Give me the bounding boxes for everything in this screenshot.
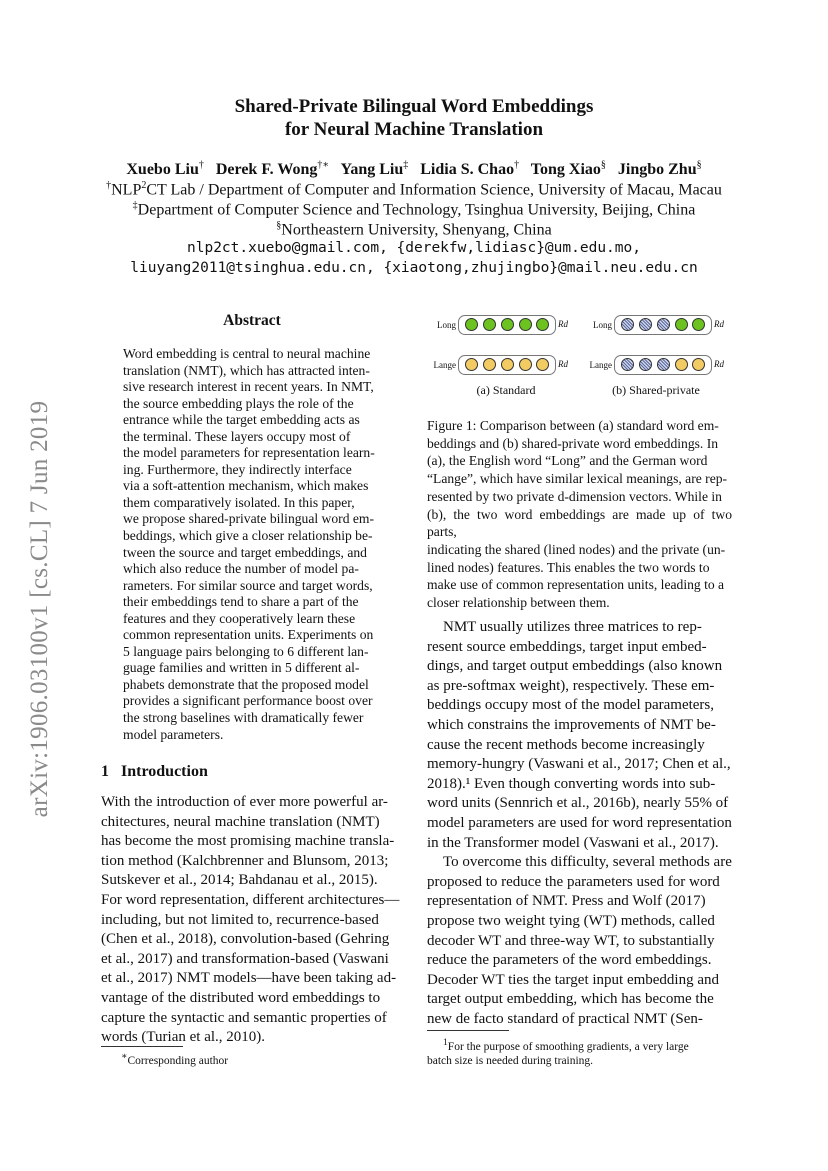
abstract-line: beddings, which give a closer relationship be- (123, 528, 373, 544)
body-line: NMT usually utilizes three matrices to rep- (443, 619, 702, 635)
right-column-body (427, 618, 732, 1029)
figure-b-rd-long: Rd (714, 319, 724, 329)
figure-b-label-lange: Lange (589, 360, 612, 370)
abstract-line: the source embedding plays the role of the (123, 395, 354, 411)
paper-title-line-1: Shared-Private Bilingual Word Embeddings (234, 96, 594, 117)
author-3: Yang Liu‡ (340, 160, 409, 179)
private-node (675, 318, 688, 331)
embedding-node (519, 318, 532, 331)
body-line: which constrains the improvements of NMT be- (427, 716, 716, 733)
body-line: word units (Sennrich et al., 2016b), nearly 55% of (427, 795, 729, 812)
caption-line: (b), the two word embeddings are made up of two parts, (427, 506, 732, 540)
abstract-line: 5 language pairs belonging to 6 different lan- (123, 643, 369, 659)
figure-b-vector-long (614, 315, 712, 335)
abstract-line: rameters. For similar source and target words, (123, 577, 373, 593)
affiliation-neu: §Northeastern University, Shenyang, China (276, 220, 552, 239)
shared-node (657, 358, 670, 371)
figure-b-rd-lange: Rd (714, 359, 724, 369)
abstract-line: common representation units. Experiments on (123, 627, 374, 643)
abstract-line: tween the source and target embeddings, and (123, 544, 367, 560)
abstract-line: entrance while the target embedding acts as (123, 412, 360, 428)
abstract-line: the terminal. These layers occupy most of (123, 428, 351, 444)
figure-a-rd-long: Rd (558, 319, 568, 329)
arxiv-id-text: arXiv:1906.03100v1 [cs.CL] 7 Jun 2019 (26, 400, 53, 818)
body-line: new de facto standard of practical NMT (Sen- (427, 1010, 703, 1027)
body-line: beddings occupy most of the model parameters, (427, 697, 715, 714)
body-line: as pre-softmax weight), respectively. These em- (427, 677, 715, 694)
embedding-node (519, 358, 532, 371)
embedding-node (465, 358, 478, 371)
email-line-2: liuyang2011@tsinghua.edu.cn, {xiaotong,zhujingbo}@mail.neu.edu.cn (130, 260, 698, 276)
body-line: target output embedding, which has become the (427, 991, 714, 1008)
body-line: reduce the parameters of the word embeddings. (427, 952, 712, 969)
introduction-body (101, 793, 404, 1048)
figure-a-vector-long (458, 315, 556, 335)
footnote-line: $^1$For the purpose of smoothing gradients, a very large (443, 1037, 689, 1053)
shared-node (639, 318, 652, 331)
figure-a-label-long: Long (437, 320, 456, 330)
body-line: Decoder WT ties the target input embedding and (427, 971, 720, 988)
body-line: proposed to reduce the parameters used for word (427, 873, 720, 890)
body-line: resent source embeddings, target input embed- (427, 638, 707, 655)
figure-subcaption-b: (b) Shared-private (612, 383, 700, 397)
embedding-node (483, 318, 496, 331)
section-heading-introduction: 1 Introduction (101, 763, 208, 780)
author-list (0, 160, 828, 179)
author-2: Derek F. Wong†∗ (215, 160, 330, 179)
intro-line: words (Turian et al., 2010). (101, 1029, 266, 1046)
embedding-node (536, 358, 549, 371)
private-node (692, 358, 705, 371)
body-line: cause the recent methods become increasingly (427, 736, 705, 753)
intro-line: vantage of the distributed word embeddings to (101, 989, 381, 1006)
abstract-line: we propose shared-private bilingual word em- (123, 511, 375, 527)
abstract-line: model parameters. (123, 726, 224, 742)
intro-line: For word representation, different architectures— (101, 891, 400, 908)
private-node (692, 318, 705, 331)
caption-line: (a), the English word “Long” and the German word (427, 453, 708, 469)
caption-line: lined nodes) features. This enables the two words to (427, 559, 710, 575)
author-1: Xuebo Liu† (126, 160, 204, 179)
figure-b-vector-lange (614, 355, 712, 375)
author-4: Lidia S. Chao† (420, 160, 520, 179)
shared-node (621, 318, 634, 331)
body-line: propose two weight tying (WT) methods, called (427, 912, 715, 929)
abstract-line: ing. Furthermore, they indirectly interface (123, 461, 352, 477)
caption-line: make use of common representation units, leading to a (427, 577, 725, 593)
abstract-line: guage families and written in 5 different al- (123, 660, 360, 676)
footnote-rule-right (427, 1030, 509, 1031)
body-line: decoder WT and three-way WT, to substantially (427, 932, 715, 949)
caption-line: indicating the shared (lined nodes) and the private (un- (427, 541, 726, 557)
abstract-line: the model parameters for representation learn- (123, 445, 375, 461)
abstract-line: features and they cooperatively learn these (123, 610, 356, 626)
intro-line: et al., 2017) and transformation-based (Vaswani (101, 950, 389, 967)
private-node (675, 358, 688, 371)
figure-1 (426, 310, 731, 405)
intro-line: chitectures, neural machine translation (NMT) (101, 813, 380, 830)
intro-line: (Chen et al., 2018), convolution-based (Gehring (101, 931, 390, 948)
figure-a-vector-lange (458, 355, 556, 375)
email-line-1: nlp2ct.xuebo@gmail.com, {derekfw,lidiasc}@um.edu.mo, (187, 240, 641, 256)
footnote-corresponding-author: ∗Corresponding author (121, 1051, 229, 1067)
embedding-node (465, 318, 478, 331)
shared-node (621, 358, 634, 371)
arxiv-stamp (16, 376, 64, 842)
caption-line: closer relationship between them. (427, 595, 610, 611)
abstract-line: translation (NMT), which has attracted inten- (123, 362, 370, 378)
abstract-line: provides a significant performance boost over (123, 693, 373, 709)
body-line: model parameters are used for word representation (427, 814, 732, 831)
body-line: To overcome this difficulty, several methods are (443, 854, 732, 871)
intro-line: capture the syntactic and semantic properties of (101, 1009, 387, 1026)
intro-line: With the introduction of ever more powerful ar- (101, 794, 388, 810)
body-line: in the Transformer model (Vaswani et al., 2017). (427, 834, 719, 851)
caption-line: “Lange”, which have similar lexical meanings, are rep- (427, 471, 728, 487)
abstract-line: phabets demonstrate that the proposed model (123, 676, 369, 692)
embedding-node (536, 318, 549, 331)
intro-line: et al., 2017) NMT models—have been taking ad- (101, 970, 397, 987)
intro-line: Sutskever et al., 2014; Bahdanau et al., 2015). (101, 872, 378, 889)
body-line: dings, and target output embeddings (also known (427, 658, 723, 675)
abstract-line: via a soft-attention mechanism, which makes (123, 478, 369, 494)
shared-node (657, 318, 670, 331)
abstract-line: which also reduce the number of model pa- (123, 561, 359, 577)
figure-a-label-lange: Lange (433, 360, 456, 370)
figure-1-caption (427, 417, 732, 612)
abstract-line: the strong baselines with dramatically fewer (123, 710, 364, 726)
footnote-rule-left (101, 1046, 183, 1047)
abstract-line: them comparatively isolated. In this paper, (123, 494, 355, 510)
embedding-node (501, 358, 514, 371)
intro-line: tion method (Kalchbrenner and Blunsom, 2013; (101, 852, 389, 869)
caption-line: Figure 1: Comparison between (a) standard word em- (427, 418, 719, 433)
author-6: Jingbo Zhu§ (617, 160, 702, 179)
figure-subcaption-a: (a) Standard (476, 383, 536, 397)
body-line: representation of NMT. Press and Wolf (2017) (427, 893, 706, 910)
affiliation-tsinghua: ‡Department of Computer Science and Technology, Tsinghua University, Beijing, China (132, 200, 696, 219)
footnote-batch-size (427, 1036, 732, 1068)
abstract-line: sive research interest in recent years. In NMT, (123, 379, 374, 395)
caption-line: beddings and (b) shared-private word embeddings. In (427, 435, 719, 451)
body-line: memory-hungry (Vaswani et al., 2017; Chen et al., (427, 756, 731, 773)
intro-line: has become the most promising machine transla- (101, 833, 395, 850)
affiliation-macau: †NLP$^2$CT Lab / Department of Computer and Information Science, University of Macau, Macau (106, 180, 722, 199)
shared-node (639, 358, 652, 371)
abstract-line: their embeddings tend to share a part of the (123, 594, 359, 610)
figure-a-rd-lange: Rd (558, 359, 568, 369)
author-5: Tong Xiao§ (530, 160, 606, 179)
abstract-body (123, 346, 381, 743)
body-line: 2018).¹ Even though converting words into sub- (427, 775, 716, 792)
footnote-line: batch size is needed during training. (427, 1054, 594, 1067)
figure-b-label-long: Long (593, 320, 612, 330)
embedding-node (501, 318, 514, 331)
abstract-heading: Abstract (223, 312, 281, 329)
paper-title-line-2: for Neural Machine Translation (284, 119, 544, 140)
intro-line: including, but not limited to, recurrence-based (101, 911, 379, 928)
abstract-line: Word embedding is central to neural machine (123, 346, 371, 361)
caption-line: resented by two private d-dimension vectors. While in (427, 488, 722, 504)
embedding-node (483, 358, 496, 371)
